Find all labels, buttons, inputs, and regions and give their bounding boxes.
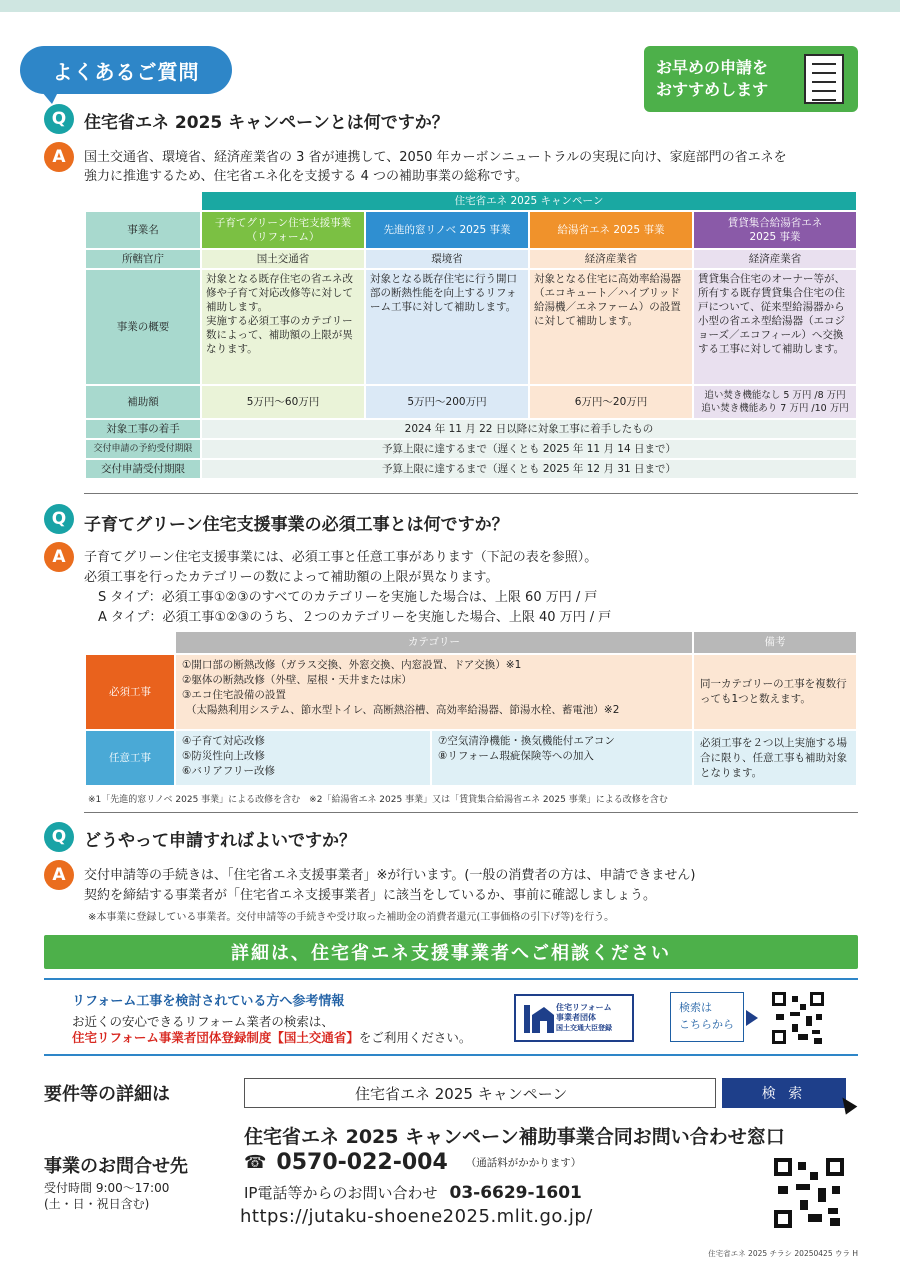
phone-icon: ☎ (244, 1152, 267, 1173)
contact-window-title: 住宅省エネ 2025 キャンペーン補助事業合同お問い合わせ窓口 (244, 1126, 785, 1148)
row-label-reserve: 交付申請の予約受付期限 (85, 439, 201, 459)
question-2: 子育てグリーン住宅支援事業の必須工事とは何ですか？ (84, 515, 509, 535)
program-chintai: 賃貸集合給湯省エネ 2025 事業 (693, 211, 857, 249)
amount-cell: 5万円～200万円 (365, 385, 529, 419)
ministry-cell: 経済産業省 (693, 249, 857, 269)
table-caption: 住宅省エネ 2025 キャンペーン (201, 191, 857, 211)
program-kosodate: 子育てグリーン住宅支援事業 （リフォーム） (201, 211, 365, 249)
category-header: カテゴリー (175, 631, 693, 654)
answer-2: 子育てグリーン住宅支援事業には、必須工事と任意工事があります（下記の表を参照）。 必須工事を行ったカテゴリーの数によって補助額の上限が異なります。 S タイプ：必須工事①②③のすべてのカテゴリーを実施した場合は、上限 60 万円 / 戸 A タイプ：必須工事①②③のうち、２つのカテゴリーを実施した場合、上限 40 万円 / 戸 (84, 550, 612, 625)
answer-3: 交付申請等の手続きは、「住宅省エネ支援事業者」※が行います。(一般の消費者の方は、申請できません) 契約を締結する事業者が「住宅省エネ支援事業者」に該当をしているか、事前に確認しましょう。 (84, 868, 696, 903)
required-works-label: 必須工事 (85, 654, 175, 730)
divider (84, 812, 858, 813)
reserve-value: 予算上限に達するまで（遅くとも 2025 年 11 月 14 日まで） (201, 439, 857, 459)
contact-hours: 受付時間 9:00～17:00 (土・日・祝日含む) (44, 1181, 170, 1211)
reference-box (44, 978, 858, 1056)
summary-cell: 賃貸集合住宅のオーナー等が、所有する既存賃貸集合住宅の住戸について、従来型給湯器から小型の省エネ型給湯器（エコジョーズ／エコフィール）へ交換する工事に対して補助します。 (693, 269, 857, 385)
question-1: 住宅省エネ 2025 キャンペーンとは何ですか？ (84, 113, 449, 133)
optional-note: 必須工事を２つ以上実施する場合に限り、任意工事も補助対象となります。 (693, 730, 857, 786)
row-label-apply: 交付申請受付期限 (85, 459, 201, 479)
optional-works-left: ④子育て対応改修 ⑤防災性向上改修 ⑥バリアフリー改修 (175, 730, 431, 786)
works-table (84, 630, 858, 787)
summary-cell: 対象となる既存住宅の省エネ改修や子育て対応改修等に対して補助します。 実施する必須工事のカテゴリー数によって、補助額の上限が異なります。 (201, 269, 365, 385)
answer-3-note: ※本事業に登録している事業者。交付申請等の手続きや受け取った補助金の消費者還元(工事価格の引下げ等)を行う。 (88, 912, 615, 923)
amount-cell: 5万円～60万円 (201, 385, 365, 419)
website-url[interactable]: https://jutaku-shoene2025.mlit.go.jp/ (240, 1206, 593, 1227)
a-icon: A (44, 542, 74, 572)
reference-title: リフォーム工事を検討されている方へ参考情報 (72, 994, 345, 1009)
details-label: 要件等の詳細は (44, 1084, 170, 1105)
summary-cell: 対象となる住宅に高効率給湯器（エコキュート／ハイブリッド給湯機／エネファーム）の設置に対して補助します。 (529, 269, 693, 385)
campaign-table (84, 190, 858, 480)
ministry-cell: 環境省 (365, 249, 529, 269)
top-band (0, 0, 900, 12)
question-3: どうやって申請すればよいですか？ (84, 831, 356, 851)
phone-line (244, 1150, 581, 1175)
summary-cell: 対象となる既存住宅に行う開口部の断熱性能を向上するリフォーム工事に対して補助します。 (365, 269, 529, 385)
ip-phone-number[interactable]: 03-6629-1601 (449, 1183, 582, 1203)
apply-value: 予算上限に達するまで（遅くとも 2025 年 12 月 31 日まで） (201, 459, 857, 479)
search-input[interactable]: 住宅省エネ 2025 キャンペーン (244, 1078, 716, 1108)
row-label-ministry: 所轄官庁 (85, 249, 201, 269)
q-icon: Q (44, 822, 74, 852)
answer-1: 国土交通省、環境省、経済産業省の 3 省が連携して、2050 年カーボンニュートラルの実現に向け、家庭部門の省エネを 強力に推進するため、住宅省エネ化を支援する 4 つの補助事業の総称です。 (84, 150, 787, 184)
q-icon: Q (44, 504, 74, 534)
row-label-summary: 事業の概要 (85, 269, 201, 385)
start-value: 2024 年 11 月 22 日以降に対象工事に着手したもの (201, 419, 857, 439)
early-label: お早めの申請を おすすめします (656, 58, 769, 99)
reference-text: お近くの安心できるリフォーム業者の検索は、 (72, 1014, 334, 1029)
a-icon: A (44, 142, 74, 172)
consult-banner: 詳細は、住宅省エネ支援事業者へご相談ください (44, 935, 858, 969)
q-icon: Q (44, 104, 74, 134)
arrow-right-icon (746, 1010, 758, 1026)
document-icon (804, 54, 844, 104)
ip-phone-line: IP電話等からのお問い合わせ 03-6629-1601 (244, 1183, 582, 1203)
note-header: 備考 (693, 631, 857, 654)
ministry-cell: 国土交通省 (201, 249, 365, 269)
reference-link-line: 住宅リフォーム事業者団体登録制度【国土交通省】をご利用ください。 (72, 1030, 472, 1045)
required-works-list: ①開口部の断熱改修（ガラス交換、外窓交換、内窓設置、ドア交換）※1 ②躯体の断熱改修（外壁、屋根・天井または床） ③エコ住宅設備の設置 （太陽熱利用システム、節水型トイレ、高断熱浴槽、高効率給湯器、節湯水栓、蓄電池）※2 (175, 654, 693, 730)
divider (84, 493, 858, 494)
early-application-badge (644, 46, 858, 112)
row-label-start: 対象工事の着手 (85, 419, 201, 439)
phone-fee-note: （通話料がかかります） (465, 1157, 582, 1169)
qr-code-icon[interactable] (774, 1158, 844, 1228)
badge-text: 住宅リフォーム 事業者団体 国土交通大臣登録 (556, 1003, 612, 1032)
house-icon (520, 999, 556, 1037)
amount-cell: 追い焚き機能なし 5 万円 /8 万円 追い焚き機能あり 7 万円 /10 万円 (693, 385, 857, 419)
search-here-box[interactable]: 検索は こちらから (670, 992, 744, 1042)
registry-link[interactable]: 住宅リフォーム事業者団体登録制度【国土交通省】 (72, 1030, 359, 1045)
phone-number[interactable]: 0570-022-004 (276, 1150, 448, 1175)
search-button[interactable]: 検 索 (722, 1078, 846, 1108)
a-icon: A (44, 860, 74, 890)
optional-works-label: 任意工事 (85, 730, 175, 786)
works-footnote: ※1「先進的窓リノベ 2025 事業」による改修を含む ※2「給湯省エネ 2025 事業」又は「賃貸集合給湯省エネ 2025 事業」による改修を含む (88, 795, 668, 805)
amount-cell: 6万円～20万円 (529, 385, 693, 419)
row-label-name: 事業名 (85, 211, 201, 249)
faq-heading: よくあるご質問 (20, 46, 232, 94)
program-mado: 先進的窓リノベ 2025 事業 (365, 211, 529, 249)
contact-label: 事業のお問合せ先 (44, 1156, 188, 1177)
ministry-cell: 経済産業省 (529, 249, 693, 269)
optional-works-right: ⑦空気清浄機能・換気機能付エアコン ⑧リフォーム瑕疵保険等への加入 (431, 730, 693, 786)
required-note: 同一カテゴリーの工事を複数行っても1つと数えます。 (693, 654, 857, 730)
program-kyuto: 給湯省エネ 2025 事業 (529, 211, 693, 249)
qr-code-icon[interactable] (772, 992, 824, 1044)
footer-code: 住宅省エネ 2025 チラシ 20250425 ウラ H (708, 1249, 858, 1258)
registry-badge (514, 994, 634, 1042)
row-label-amount: 補助額 (85, 385, 201, 419)
